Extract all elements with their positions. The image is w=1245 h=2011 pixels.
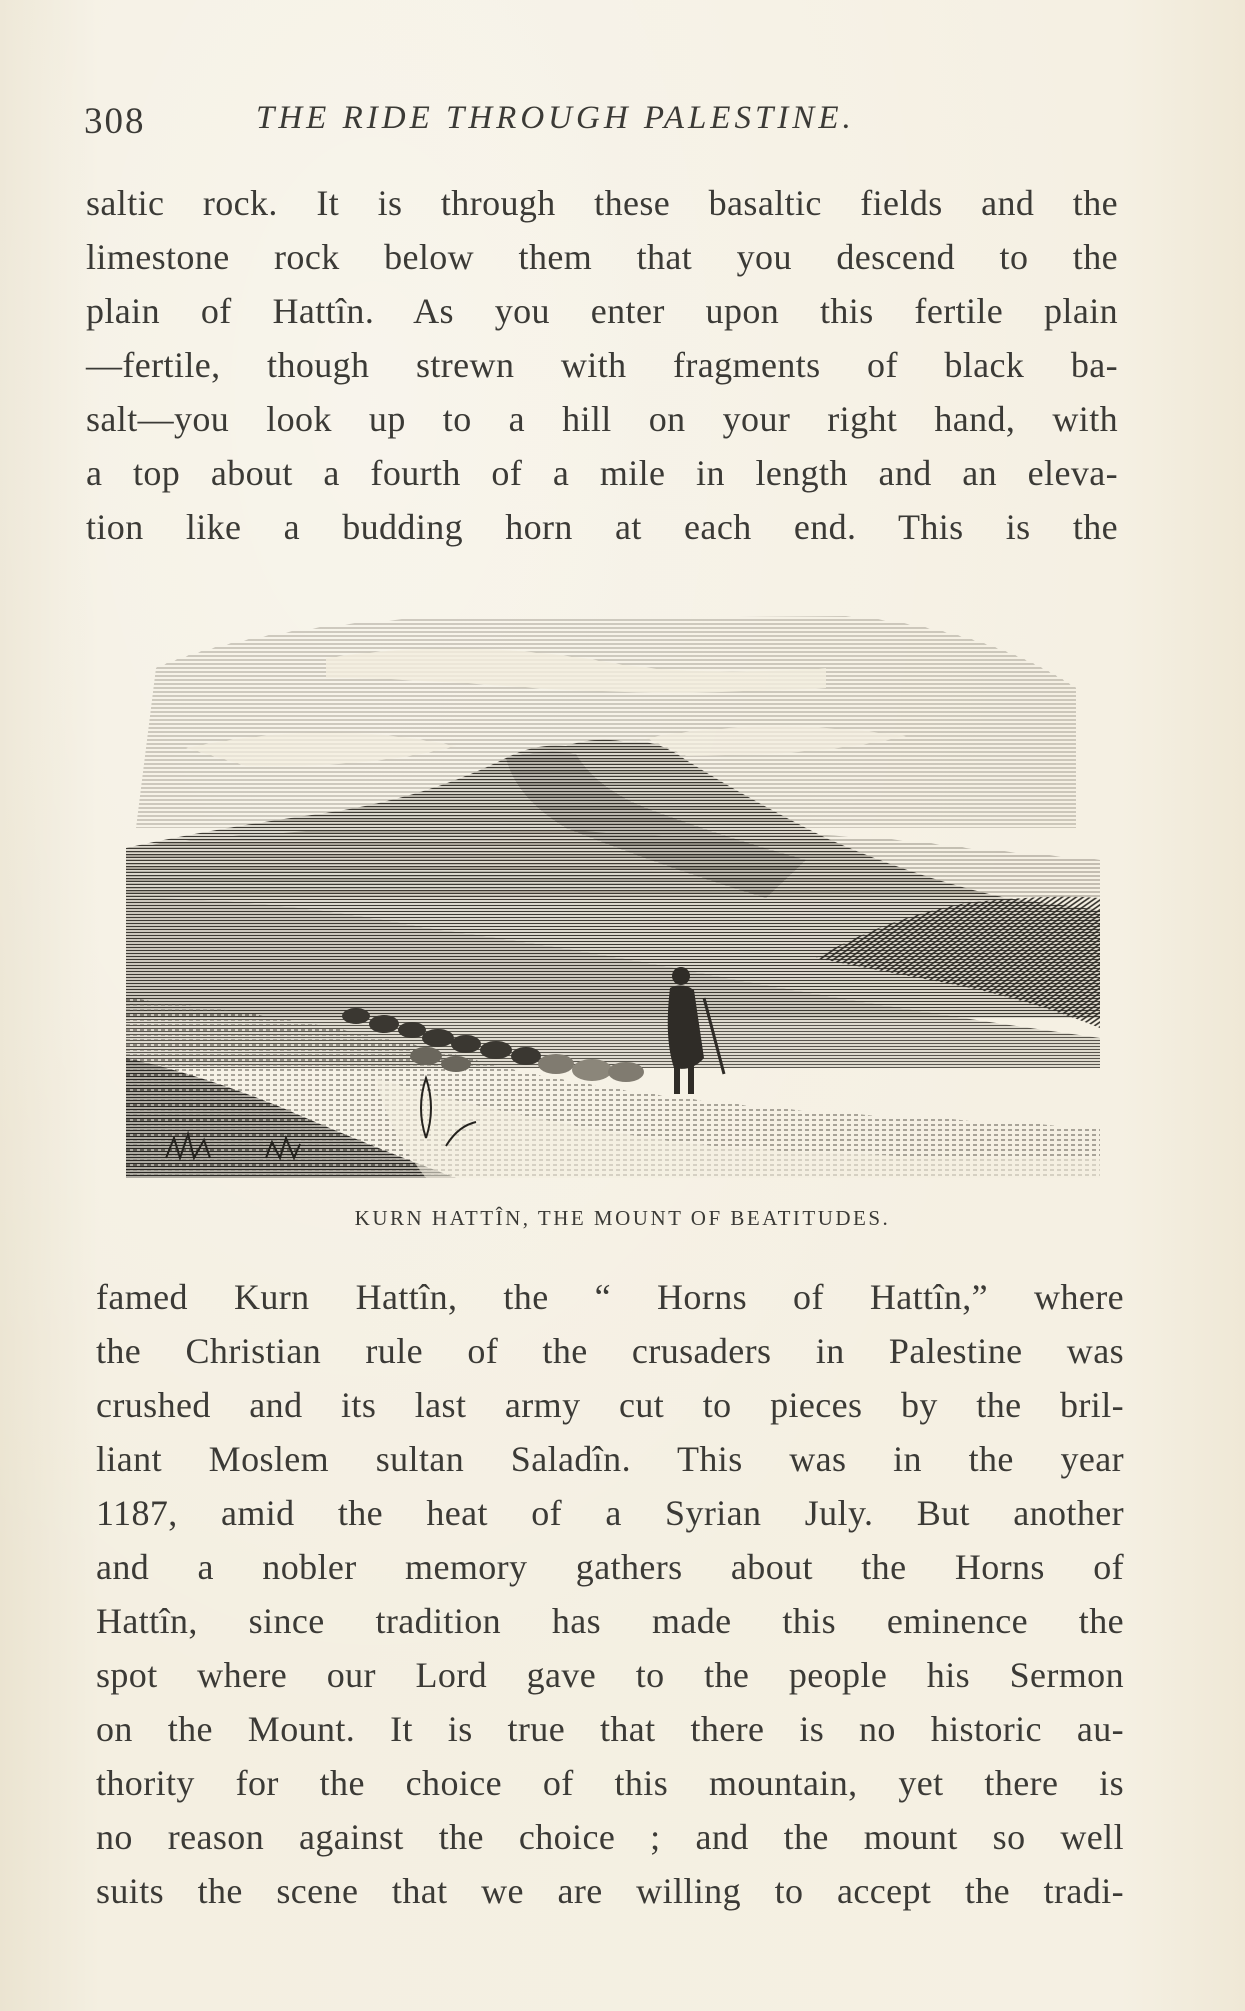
text-line: tion like a budding horn at each end. This is the xyxy=(86,507,1118,547)
page-header xyxy=(84,100,1124,150)
page-number: 308 xyxy=(84,101,146,142)
engraving-illustration xyxy=(126,598,1100,1178)
text-line: 1187, amid the heat of a Syrian July. But another xyxy=(96,1493,1124,1533)
text-line: and a nobler memory gathers about the Horns of xyxy=(96,1547,1124,1587)
paragraph-bottom xyxy=(96,1270,1124,1918)
text-line: on the Mount. It is true that there is no historic au- xyxy=(96,1709,1124,1749)
text-line: spot where our Lord gave to the people his Sermon xyxy=(96,1655,1124,1695)
text-line: saltic rock. It is through these basaltic fields and the xyxy=(86,183,1118,223)
text-line: a top about a fourth of a mile in length and an eleva- xyxy=(86,453,1118,493)
text-line: plain of Hattîn. As you enter upon this fertile plain xyxy=(86,291,1118,331)
running-title: THE RIDE THROUGH PALESTINE. xyxy=(256,100,855,136)
text-line: liant Moslem sultan Saladîn. This was in the year xyxy=(96,1439,1124,1479)
text-line: crushed and its last army cut to pieces by the bril- xyxy=(96,1385,1124,1425)
text-line: famed Kurn Hattîn, the “ Horns of Hattîn,” where xyxy=(96,1277,1124,1317)
text-line: —fertile, though strewn with fragments of black ba- xyxy=(86,345,1118,385)
paragraph-top xyxy=(86,176,1118,554)
text-line: salt—you look up to a hill on your right hand, with xyxy=(86,399,1118,439)
text-line: suits the scene that we are willing to accept the tradi- xyxy=(96,1871,1124,1911)
text-line: limestone rock below them that you descend to the xyxy=(86,237,1118,277)
text-line: the Christian rule of the crusaders in Palestine was xyxy=(96,1331,1124,1371)
text-line: no reason against the choice ; and the mount so well xyxy=(96,1817,1124,1857)
text-line: Hattîn, since tradition has made this eminence the xyxy=(96,1601,1124,1641)
text-line: thority for the choice of this mountain, yet there is xyxy=(96,1763,1124,1803)
figure-caption: KURN HATTÎN, THE MOUNT OF BEATITUDES. xyxy=(354,1206,891,1230)
